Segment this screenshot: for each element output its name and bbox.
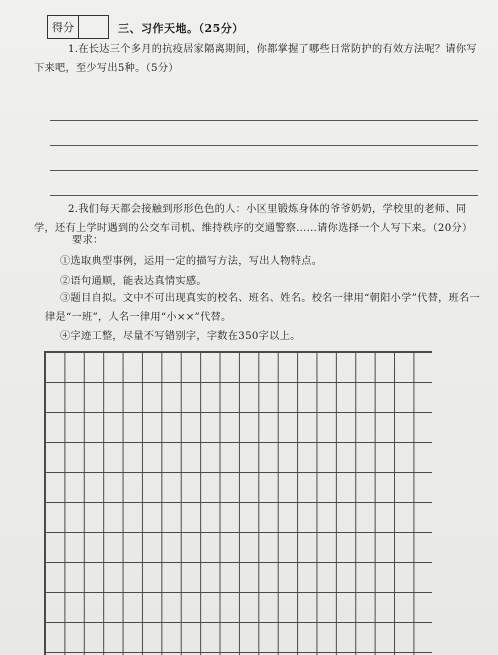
answer-line[interactable] (50, 146, 478, 171)
requirement-2: ②语句通顺，能表达真情实感。 (60, 276, 207, 287)
requirement-3: ③题目自拟。文中不可出现真实的校名、班名、姓名。校名一律用“朝阳小学”代替，班名一律是“一班”，人名一律用“小××”代替。 (45, 293, 481, 323)
answer-line[interactable] (50, 96, 478, 121)
requirement-1: ①选取典型事例，运用一定的描写方法，写出人物特点。 (60, 256, 323, 267)
requirements-title: 要求： (72, 235, 104, 246)
question-2-text: 2.我们每天都会接触到形形色色的人：小区里锻炼身体的爷爷奶奶，学校里的老师、同学，还有上学时遇到的公交车司机、维持秩序的交通警察……请你选择一个人写下来。（20分） (34, 204, 473, 234)
answer-lines[interactable] (50, 96, 478, 196)
score-input-area[interactable] (79, 16, 108, 38)
section-title: 三、习作天地。（25分） (118, 22, 244, 35)
composition-grid[interactable] (44, 351, 432, 655)
requirement-4: ④字迹工整，尽量不写错别字，字数在350字以上。 (60, 331, 301, 342)
score-label: 得分 (48, 16, 79, 38)
question-1-text: 1.在长达三个多月的抗疫居家隔离期间，你都掌握了哪些日常防护的有效方法呢？请你写下来吧，至少写出5种。（5分） (34, 44, 477, 74)
score-box (47, 15, 109, 39)
answer-line[interactable] (50, 121, 478, 146)
answer-line[interactable] (50, 171, 478, 196)
